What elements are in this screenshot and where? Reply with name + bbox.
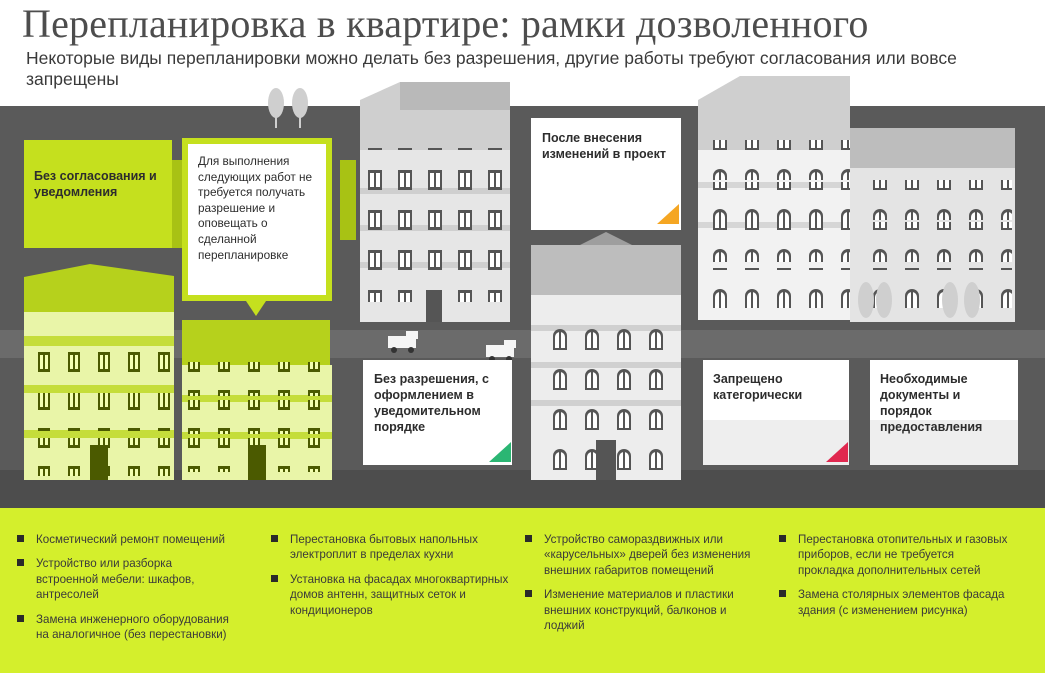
list-item: Косметический ремонт помещений (16, 532, 236, 547)
label-no-approval: Без согласования и уведомления (34, 169, 157, 199)
list-item: Устройство или разборка встроенной мебели: шкафов, антресолей (16, 556, 236, 602)
label-notification: Без разрешения, с оформлением в уведомительном порядке (374, 372, 489, 434)
list-item: Перестановка отопительных и газовых приборов, если не требуется прокладка дополнительных сетей (778, 532, 1008, 578)
bullet-column-3 (524, 532, 764, 642)
label-after-project: После внесения изменений в проект (542, 131, 666, 161)
lime-building-left (24, 264, 174, 480)
page-title: Перепланировка в квартире: рамки дозволенного (22, 1, 869, 46)
label-documents: Необходимые документы и порядок предоставления (880, 372, 983, 434)
list-item: Изменение материалов и пластики внешних конструкций, балконов и лоджий (524, 587, 764, 633)
list-item: Замена инженерного оборудования на аналогичное (без перестановки) (16, 612, 236, 643)
bullet-column-2 (270, 532, 510, 627)
list-item: Замена столярных элементов фасада здания (с изменением рисунка) (778, 587, 1008, 618)
label-forbidden: Запрещено категорически (713, 372, 803, 402)
list-item: Установка на фасадах многоквартирных домов антенн, защитных сеток и кондиционеров (270, 572, 510, 618)
label-callout: Для выполнения следующих работ не требуется получать разрешение и оповещать о сделанной перепланировке (198, 154, 313, 262)
grey-building-center (531, 232, 681, 480)
page-subtitle: Некоторые виды перепланировки можно делать без разрешения, другие работы требуют согласования или вовсе запрещены (26, 48, 957, 89)
bullet-column-4 (778, 532, 1008, 627)
grey-building-center-left (360, 82, 510, 322)
list-item: Перестановка бытовых напольных электроплит в пределах кухни (270, 532, 510, 563)
lime-building-center (182, 320, 332, 480)
bullet-column-1 (16, 532, 236, 651)
list-item: Устройство самораздвижных или «карусельных» дверей без изменения внешних габаритов помещений (524, 532, 764, 578)
